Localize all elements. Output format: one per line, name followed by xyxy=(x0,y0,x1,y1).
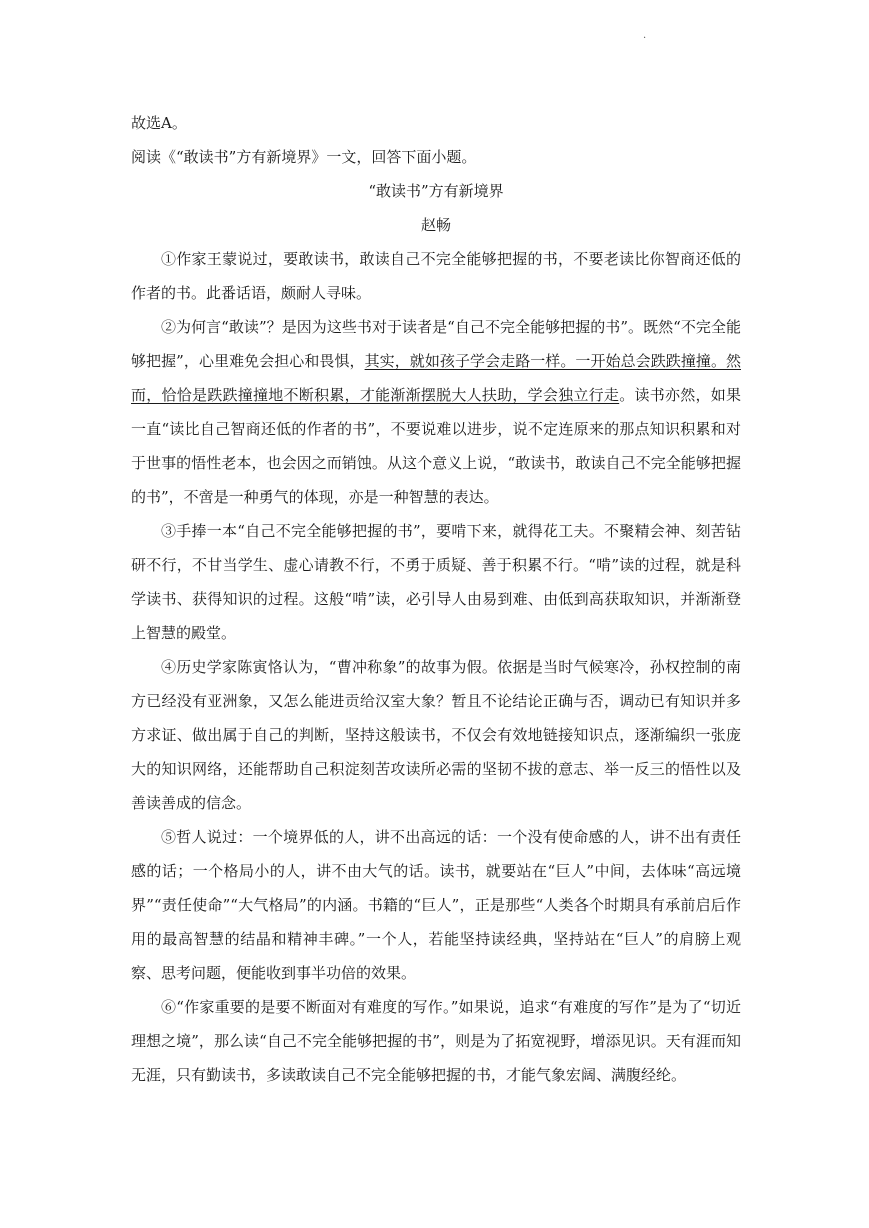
paragraph-2 xyxy=(131,310,741,514)
paragraph-2-before: ②为何言“敢读”？是因为这些书对于读者是“自己不完全能够把握的书”。既然“不完全能够把握”，心里难免会担心和畏惧， xyxy=(131,318,741,370)
article-author: 赵畅 xyxy=(420,216,451,234)
paragraph-1: ①作家王蒙说过，要敢读书，敢读自己不完全能够把握的书，不要老读比你智商还低的作者的书。此番话语，颇耐人寻味。 xyxy=(131,250,741,302)
document-body xyxy=(131,106,741,1092)
paragraph-5: ⑤哲人说过：一个境界低的人，讲不出高远的话：一个没有使命感的人，讲不出有责任感的话；一个格局小的人，讲不由大气的话。读书，就要站在“巨人”中间，去体味“高远境界”“责任使命”“大气格局”的内涵。书籍的“巨人”，正是那些“人类各个时期具有承前启后作用的最高智慧的结晶和精神丰碑。”一个人，若能坚持读经典，坚持站在“巨人”的肩膀上观察、思考问题，便能收到事半功倍的效果。 xyxy=(131,828,741,982)
reading-instruction: 阅读《“敢读书”方有新境界》一文，回答下面小题。 xyxy=(131,148,477,166)
header-mark: . xyxy=(643,30,647,41)
answer-line: 故选A。 xyxy=(131,114,187,132)
paragraph-3: ③手捧一本“自己不完全能够把握的书”，要啃下来，就得花工夫。不聚精会神、刻苦钻研不行，不甘当学生、虚心请教不行，不勇于质疑、善于积累不行。“啃”读的过程，就是科学读书、获得知识的过程。这般“啃”读，必引导人由易到难、由低到高获取知识，并渐渐登上智慧的殿堂。 xyxy=(131,522,741,642)
paragraph-2-after: 。读书亦然，如果一直“读比自己智商还低的作者的书”，不要说难以进步，说不定连原来的那点知识积累和对于世事的悟性老本，也会因之而销蚀。从这个意义上说，“敢读书，敢读自己不完全能够把握的书”，不啻是一种勇气的体现，亦是一种智慧的表达。 xyxy=(131,386,741,506)
paragraph-6: ⑥“作家重要的是要不断面对有难度的写作。”如果说，追求“有难度的写作”是为了“切近理想之境”，那么读“自己不完全能够把握的书”，则是为了拓宽视野，增添见识。天有涯而知无涯，只有勤读书，多读敢读自己不完全能够把握的书，才能气象宏阔、满腹经纶。 xyxy=(131,998,741,1084)
article-title: “敢读书”方有新境界 xyxy=(368,182,504,200)
paragraph-2-underlined-sentence: 其实，就如孩子学会走路一样。一开始总会跌跌撞撞。然而，恰恰是跌跌撞撞地不断积累，才能渐渐摆脱大人扶助，学会独立行走 xyxy=(131,352,741,404)
paragraph-4: ④历史学家陈寅恪认为，“曹冲称象”的故事为假。依据是当时气候寒冷，孙权控制的南方已经没有亚洲象，又怎么能进贡给汉室大象？暂且不论结论正确与否，调动已有知识并多方求证、做出属于自己的判断，坚持这般读书，不仅会有效地链接知识点，逐渐编织一张庞大的知识网络，还能帮助自己积淀刻苦攻读所必需的坚韧不拔的意志、举一反三的悟性以及善读善成的信念。 xyxy=(131,658,741,812)
